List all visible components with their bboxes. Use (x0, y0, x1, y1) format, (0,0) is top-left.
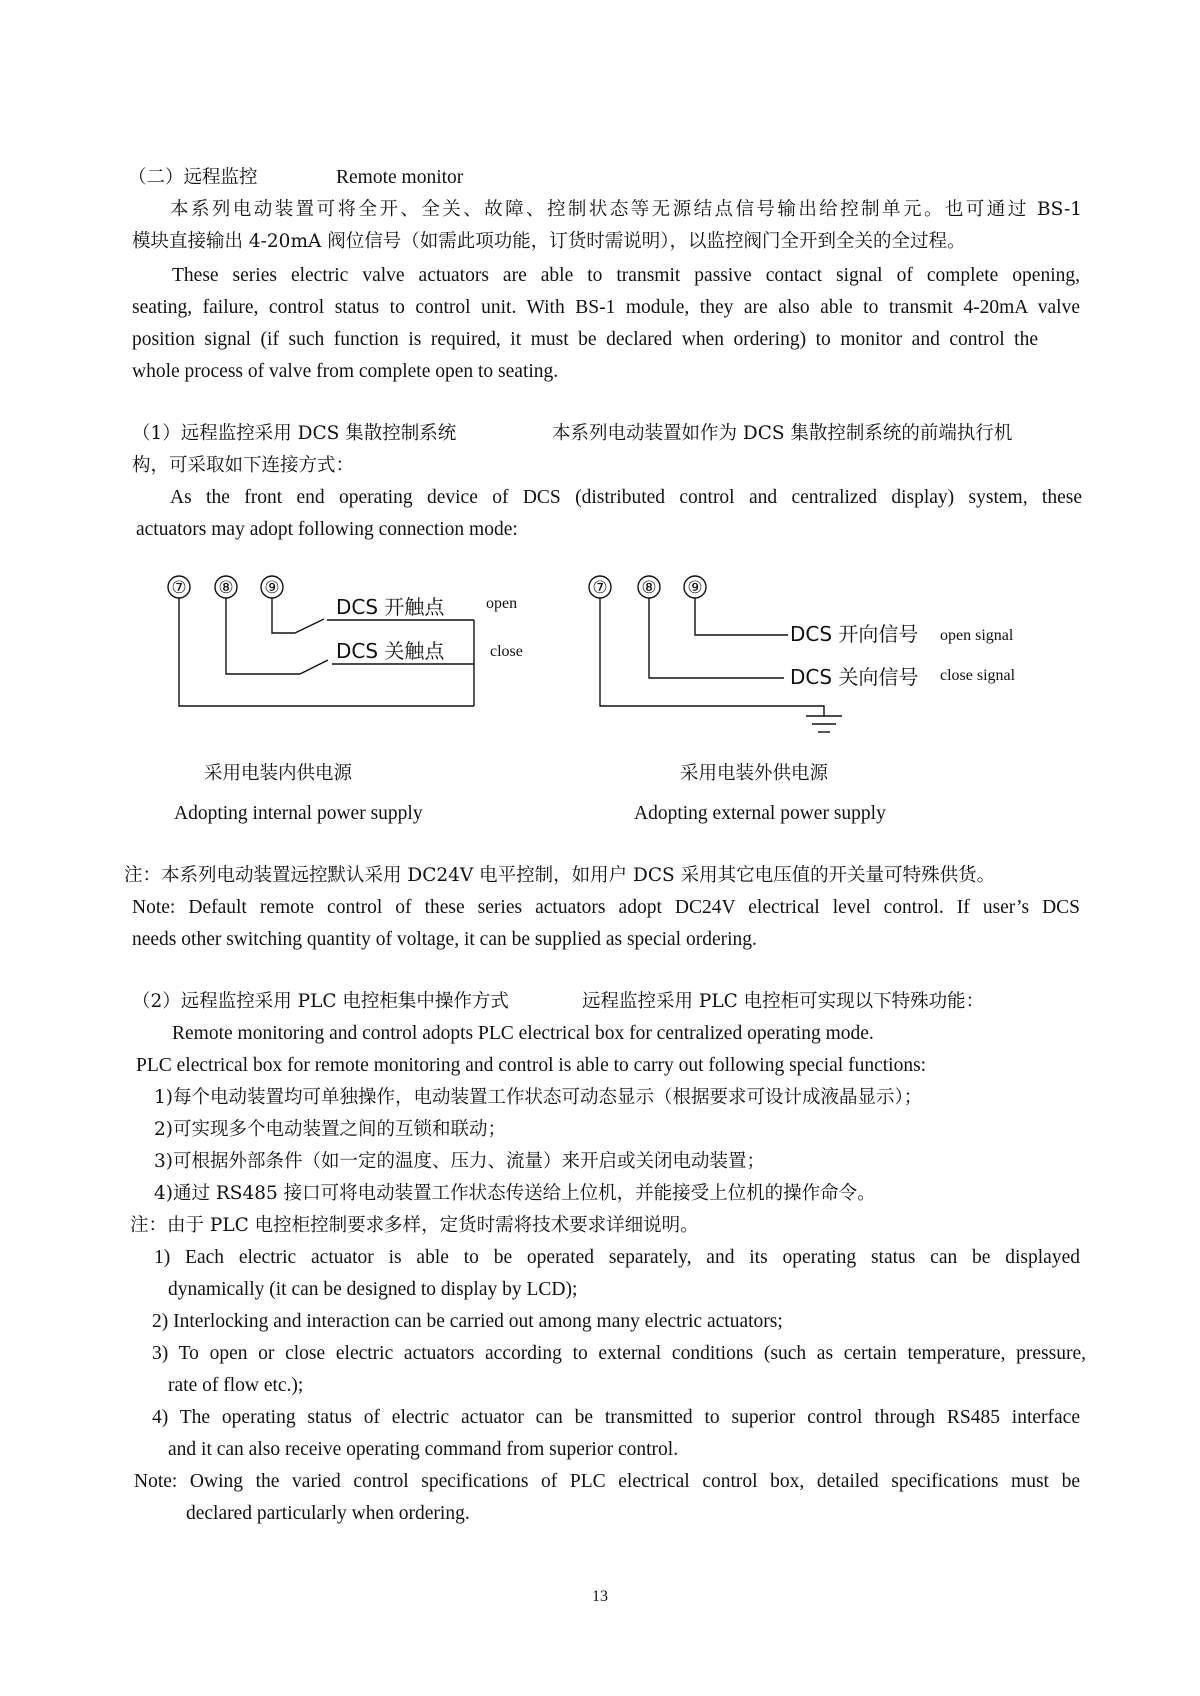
plc-heading-zh: （2）远程监控采用 PLC 电控柜集中操作方式 (132, 991, 509, 1012)
plc-item-zh-3: 3)可根据外部条件（如一定的温度、压力、流量）来开启或关闭电动装置； (154, 1151, 765, 1172)
plc-item-en-1b: dynamically (it can be designed to display by LCD); (168, 1279, 578, 1300)
terminal-9-label-right: ⑨ (687, 578, 703, 597)
terminal-7-label: ⑦ (171, 578, 187, 597)
terminal-8-label: ⑧ (218, 578, 234, 597)
intro-en-line-2: seating, failure, control status to control unit. With BS-1 module, they are also able to transmit 4-20mA valve (132, 297, 1080, 318)
plc-item-en-3b: rate of flow etc.); (168, 1375, 304, 1396)
section-heading-en: Remote monitor (336, 167, 464, 188)
note1-en-line-2: needs other switching quantity of voltage, it can be supplied as special ordering. (132, 929, 757, 950)
plc-note-en-line-2: declared particularly when ordering. (186, 1503, 470, 1524)
intro-zh-line-2: 模块直接输出 4-20mA 阀位信号（如需此项功能，订货时需说明），以监控阀门全开到全关的全过程。 (132, 231, 966, 252)
plc-note-en-line-1: Note: Owing the varied control specifications of PLC electrical control box, detailed specifications must be (134, 1471, 1080, 1492)
terminal-7-label-right: ⑦ (592, 578, 608, 597)
right-close-signal-label: DCS 关向信号 (790, 665, 919, 689)
wiring-diagram (0, 560, 1200, 780)
note1-zh: 注：本系列电动装置远控默认采用 DC24V 电平控制，如用户 DCS 采用其它电压值的开关量可特殊供货。 (124, 865, 996, 886)
plc-item-en-4b: and it can also receive operating command from superior control. (168, 1439, 679, 1460)
plc-item-zh-2: 2)可实现多个电动装置之间的互锁和联动； (154, 1119, 506, 1140)
dcs-heading-zh-line-2: 构，可采取如下连接方式： (132, 455, 355, 476)
plc-heading-en: Remote monitoring and control adopts PLC electrical box for centralized operating mode. (172, 1023, 874, 1044)
note1-en-line-1: Note: Default remote control of these series actuators adopt DC24V electrical level control. If user’s DCS (132, 897, 1080, 918)
page-number: 13 (592, 1588, 608, 1605)
plc-heading-zh-cont: 远程监控采用 PLC 电控柜可实现以下特殊功能： (582, 991, 985, 1012)
plc-item-en-2: 2) Interlocking and interaction can be carried out among many electric actuators; (152, 1311, 783, 1332)
plc-item-zh-1: 1)每个电动装置均可单独操作，电动装置工作状态可动态显示（根据要求可设计成液晶显示）； (154, 1087, 923, 1108)
dcs-heading-zh-cont: 本系列电动装置如作为 DCS 集散控制系统的前端执行机 (552, 423, 1013, 444)
left-open-contact-label: DCS 开触点 (336, 595, 445, 619)
terminal-9-label: ⑨ (264, 578, 280, 597)
right-open-signal-en: open signal (940, 627, 1014, 644)
plc-item-en-1a: 1) Each electric actuator is able to be operated separately, and its operating status can be displayed (154, 1247, 1080, 1268)
plc-note-zh: 注：由于 PLC 电控柜控制要求多样，定货时需将技术要求详细说明。 (130, 1215, 699, 1236)
section-heading-zh: （二）远程监控 (128, 167, 258, 188)
right-close-signal-en: close signal (940, 667, 1016, 684)
dcs-desc-en-line-1: As the front end operating device of DCS (distributed control and centralized display) system, these (170, 487, 1082, 508)
intro-en-line-4: whole process of valve from complete open to seating. (132, 361, 559, 382)
intro-zh-line-1: 本系列电动装置可将全开、全关、故障、控制状态等无源结点信号输出给控制单元。也可通过 BS-1 (170, 199, 1082, 220)
plc-item-en-3a: 3) To open or close electric actuators according to external conditions (such as certain temperature, pressure, (152, 1343, 1086, 1364)
right-caption-zh: 采用电装外供电源 (680, 763, 829, 784)
left-close-en-label: close (490, 643, 523, 660)
plc-item-en-4a: 4) The operating status of electric actuator can be transmitted to superior control through RS485 interface (152, 1407, 1080, 1428)
dcs-desc-en-line-2: actuators may adopt following connection mode: (136, 519, 518, 540)
right-open-signal-label: DCS 开向信号 (790, 622, 919, 646)
intro-en-line-1: These series electric valve actuators are able to transmit passive contact signal of complete opening, (172, 265, 1080, 286)
intro-en-line-3: position signal (if such function is required, it must be declared when ordering) to monitor and control the (132, 329, 1038, 350)
left-caption-zh: 采用电装内供电源 (204, 763, 353, 784)
plc-sub-en: PLC electrical box for remote monitoring and control is able to carry out following special functions: (136, 1055, 927, 1076)
left-caption-en: Adopting internal power supply (174, 803, 423, 824)
left-open-en-label: open (486, 595, 518, 612)
plc-item-zh-4: 4)通过 RS485 接口可将电动装置工作状态传送给上位机，并能接受上位机的操作命令。 (154, 1183, 876, 1204)
right-caption-en: Adopting external power supply (634, 803, 886, 824)
terminal-8-label-right: ⑧ (641, 578, 657, 597)
left-close-contact-label: DCS 关触点 (336, 639, 445, 663)
dcs-heading-zh: （1）远程监控采用 DCS 集散控制系统 (132, 423, 457, 444)
